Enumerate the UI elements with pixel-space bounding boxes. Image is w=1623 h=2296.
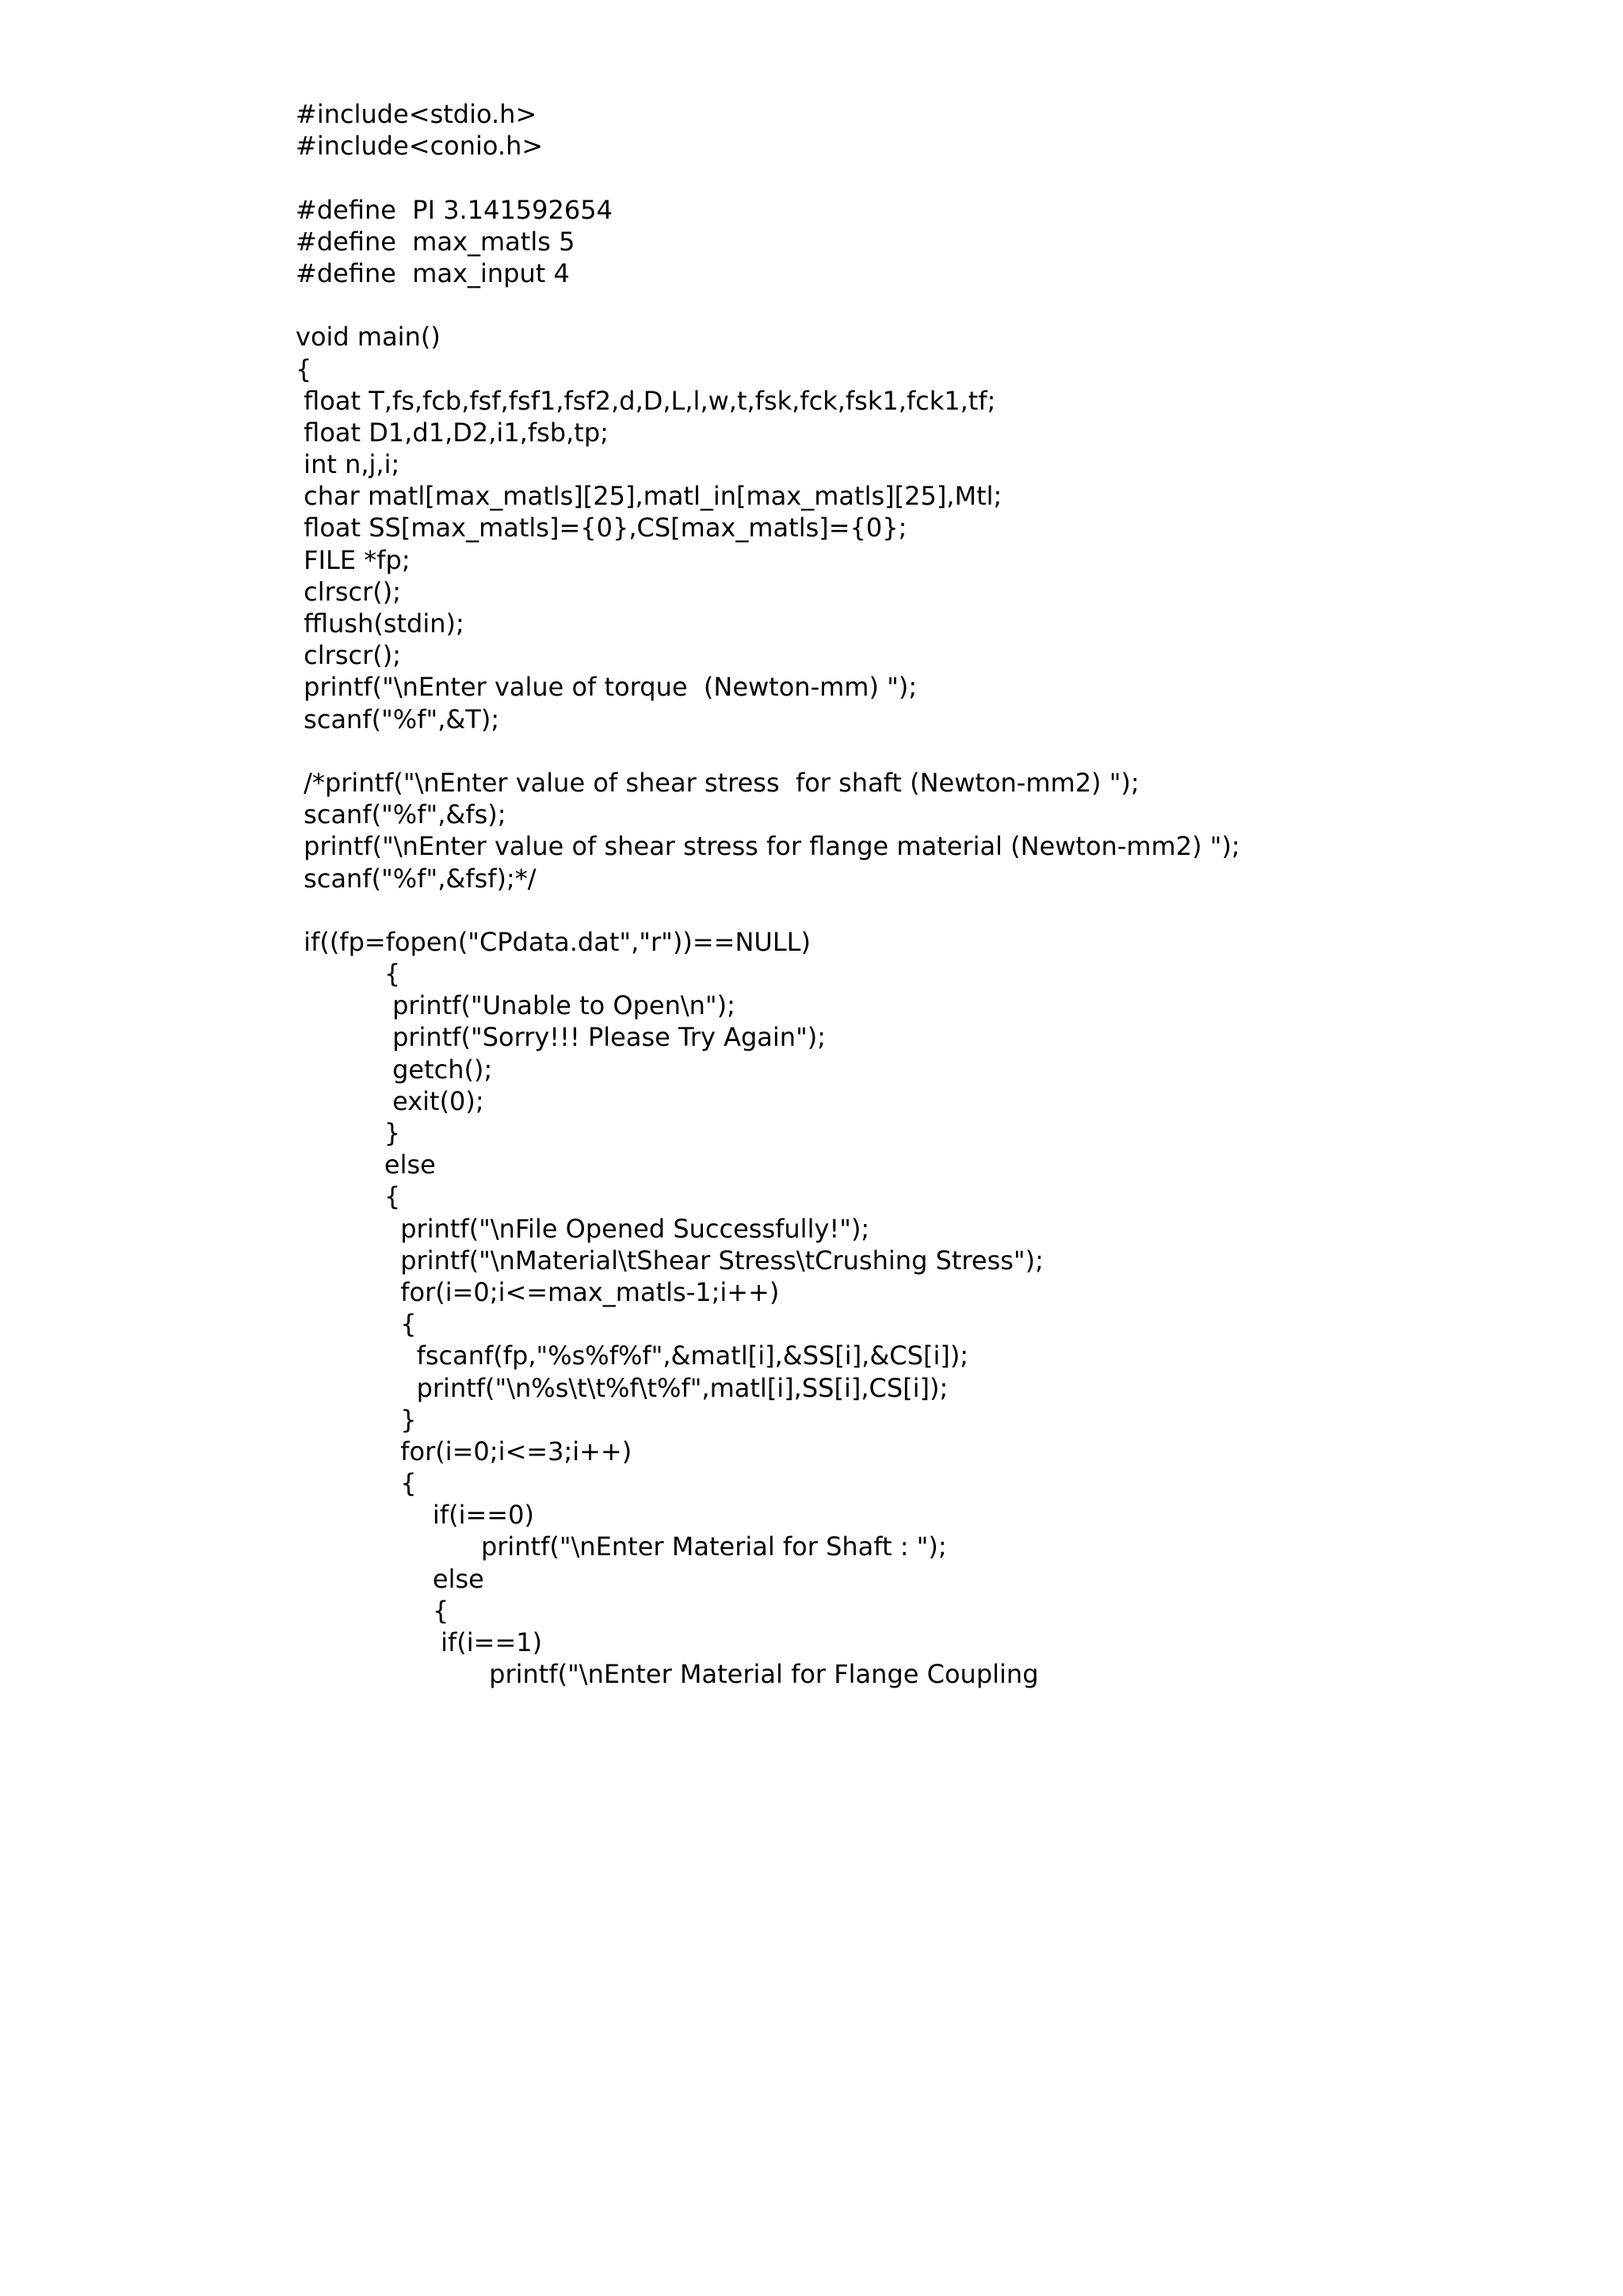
code-line (296, 735, 1564, 767)
code-line: printf("\nEnter value of torque (Newton-mm) "); (296, 672, 918, 703)
code-line: float SS[max_matls]={0},CS[max_matls]={0}; (296, 513, 907, 543)
code-line: float T,fs,fcb,fsf,fsf1,fsf2,d,D,L,l,w,t,fsk,fck,fsk1,fck1,tf; (296, 385, 996, 416)
code-line: printf("Sorry!!! Please Try Again"); (296, 1022, 827, 1053)
code-line: char matl[max_matls][25],matl_in[max_matls][25],Mtl; (296, 481, 1002, 512)
code-line: printf("Unable to Open\n"); (296, 990, 735, 1021)
code-line: { (296, 1309, 417, 1340)
code-line: scanf("%f",&fsf);*/ (296, 863, 537, 894)
code-line: if(i==0) (296, 1500, 534, 1531)
code-line: scanf("%f",&fs); (296, 799, 506, 830)
code-line: #define max_input 4 (296, 257, 570, 288)
code-line: else (296, 1150, 436, 1180)
code-line: for(i=0;i<=3;i++) (296, 1436, 632, 1466)
code-line: FILE *fp; (296, 544, 411, 575)
code-line: clrscr(); (296, 640, 401, 671)
code-line: } (296, 1118, 401, 1148)
code-line: printf("\nEnter Material for Shaft : "); (296, 1531, 947, 1562)
code-line: #define max_matls 5 (296, 226, 575, 257)
code-line: { (296, 1181, 401, 1212)
code-line: printf("\n%s\t\t%f\t%f",matl[i],SS[i],CS[i]); (296, 1372, 949, 1403)
code-line: #include<stdio.h> (296, 99, 537, 129)
code-line: if(i==1) (296, 1627, 543, 1657)
code-line: if((fp=fopen("CPdata.dat","r"))==NULL) (296, 926, 811, 957)
code-line: { (296, 959, 401, 990)
code-line: { (296, 353, 312, 384)
code-line: printf("\nMaterial\tShear Stress\tCrushing Stress"); (296, 1245, 1044, 1276)
code-line: fflush(stdin); (296, 608, 464, 639)
code-line: #define PI 3.141592654 (296, 194, 613, 225)
code-line: printf("\nEnter value of shear stress for flange material (Newton-mm2) "); (296, 831, 1240, 862)
code-listing (296, 98, 1564, 1690)
code-line: /*printf("\nEnter value of shear stress for shaft (Newton-mm2) "); (296, 767, 1140, 798)
code-line: getch(); (296, 1054, 493, 1085)
code-line: int n,j,i; (296, 449, 400, 480)
code-line: printf("\nEnter Material for Flange Coupling (296, 1659, 1039, 1690)
code-line: for(i=0;i<=max_matls-1;i++) (296, 1276, 780, 1307)
code-line: { (296, 1468, 417, 1499)
code-line: scanf("%f",&T); (296, 704, 500, 734)
code-line: float D1,d1,D2,i1,fsb,tp; (296, 417, 609, 448)
code-line (296, 894, 1564, 926)
code-line: fscanf(fp,"%s%f%f",&matl[i],&SS[i],&CS[i]); (296, 1341, 969, 1371)
code-line: clrscr(); (296, 576, 401, 607)
code-line (296, 289, 1564, 321)
code-line: } (296, 1404, 417, 1435)
code-line: exit(0); (296, 1085, 484, 1116)
code-line (296, 162, 1564, 193)
code-line: #include<conio.h> (296, 131, 544, 162)
code-line: else (296, 1563, 484, 1594)
code-line: { (296, 1595, 449, 1626)
code-line: printf("\nFile Opened Successfully!"); (296, 1213, 870, 1244)
code-line: void main() (296, 322, 441, 353)
